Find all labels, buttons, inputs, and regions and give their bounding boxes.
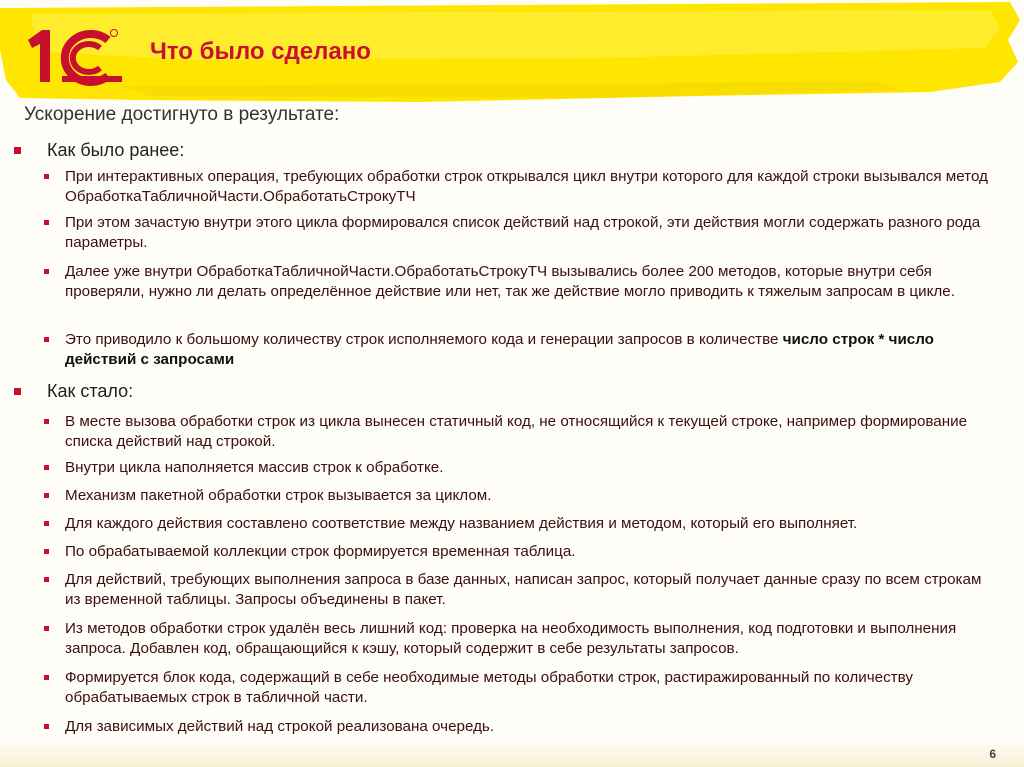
list-item: Это приводило к большому количеству строк исполняемого кода и генерации запросов в количестве число строк * число действий с запросами xyxy=(44,330,994,370)
list-item: Механизм пакетной обработки строк вызывается за циклом. xyxy=(44,486,994,506)
bullet-square-icon xyxy=(14,147,21,154)
bullet-icon xyxy=(44,549,49,554)
bullet-icon xyxy=(44,174,49,179)
list-item: Для каждого действия составлено соответствие между названием действия и методом, который его выполняет. xyxy=(44,514,994,534)
lead-text: Ускорение достигнуто в результате: xyxy=(24,104,340,125)
list-item: По обрабатываемой коллекции строк формируется временная таблица. xyxy=(44,542,994,562)
list-item: Для действий, требующих выполнения запроса в базе данных, написан запрос, который получает данные сразу по всем строкам из временной таблицы. Запросы объединены в пакет. xyxy=(44,570,994,610)
bullet-icon xyxy=(44,465,49,470)
bullet-icon xyxy=(44,493,49,498)
list-item: Для зависимых действий над строкой реализована очередь. xyxy=(44,717,994,737)
list-item: Внутри цикла наполняется массив строк к обработке. xyxy=(44,458,994,478)
logo-1c-icon xyxy=(22,26,126,86)
bullet-square-icon xyxy=(14,388,21,395)
bullet-icon xyxy=(44,337,49,342)
list-item: Формируется блок кода, содержащий в себе необходимые методы обработки строк, растиражированный по количеству обрабатываемых строк в табличной части. xyxy=(44,668,994,708)
section-before-label: Как было ранее: xyxy=(47,140,185,160)
bullet-icon xyxy=(44,626,49,631)
section-after-label: Как стало: xyxy=(47,381,134,401)
bullet-icon xyxy=(44,269,49,274)
list-item: В месте вызова обработки строк из цикла вынесен статичный код, не относящийся к текущей строке, например формирование списка действий над строкой. xyxy=(44,412,994,452)
list-item: При интерактивных операция, требующих обработки строк открывался цикл внутри которого для каждой строки вызывался метод ОбработкаТабличнойЧасти.ОбработатьСтрокуТЧ xyxy=(44,167,994,207)
bullet-icon xyxy=(44,675,49,680)
bullet-icon xyxy=(44,220,49,225)
list-item: Из методов обработки строк удалён весь лишний код: проверка на необходимость выполнения, код подготовки и выполнения запроса. Добавлен код, обращающийся к кэшу, который содержит в себе результаты запросов. xyxy=(44,619,994,659)
bullet-icon xyxy=(44,521,49,526)
bullet-icon xyxy=(44,724,49,729)
slide-title: Что было сделано xyxy=(150,38,371,65)
section-after-heading xyxy=(10,381,133,402)
list-item: Далее уже внутри ОбработкаТабличнойЧасти.ОбработатьСтрокуТЧ вызывались более 200 методов, которые внутри себя проверяли, нужно ли делать определённое действие или нет, так же действие могло приводить к тяжелым запросам в цикле. xyxy=(44,262,994,302)
footer-band xyxy=(0,740,1024,767)
bullet-icon xyxy=(44,577,49,582)
page-number: 6 xyxy=(989,747,996,761)
list-item: При этом зачастую внутри этого цикла формировался список действий над строкой, эти действия могли содержать разного рода параметры. xyxy=(44,213,994,253)
section-before-heading xyxy=(10,140,184,161)
bullet-icon xyxy=(44,419,49,424)
bold-formula: число строк * число действий с запросами xyxy=(65,331,934,368)
